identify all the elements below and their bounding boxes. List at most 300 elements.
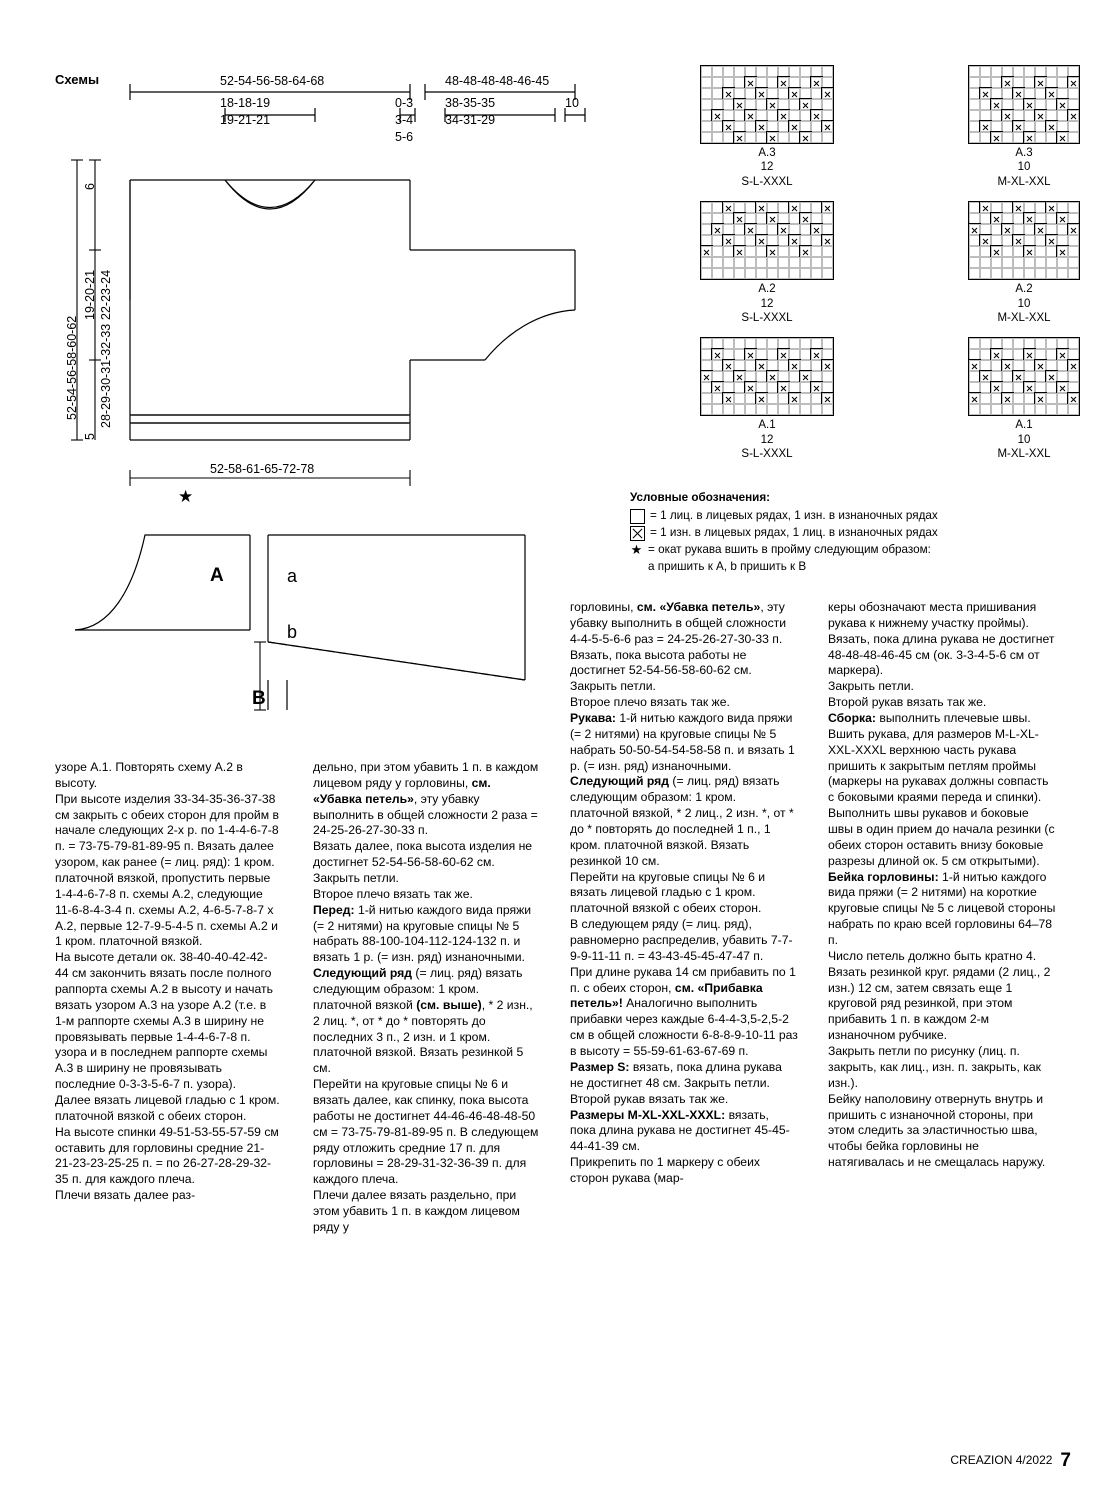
chart-cell — [734, 404, 745, 415]
chart-sizes: S-L-XXXL — [741, 311, 793, 324]
chart-cell — [1035, 132, 1046, 143]
chart-cell — [822, 246, 833, 257]
chart-cell — [767, 349, 778, 360]
chart-cell — [1068, 224, 1079, 235]
chart-cell — [1046, 77, 1057, 88]
chart-cell — [991, 338, 1002, 349]
chart-cell — [745, 382, 756, 393]
chart-cell — [723, 393, 734, 404]
chart-cell — [756, 110, 767, 121]
text-run-bold: см. «Прибавка петель»! — [570, 980, 763, 1011]
chart-cell — [991, 132, 1002, 143]
chart-cell — [1057, 110, 1068, 121]
chart-cell — [969, 224, 980, 235]
chart-cell — [1002, 338, 1013, 349]
chart-cell — [778, 338, 789, 349]
chart-cell — [800, 371, 811, 382]
chart-cell — [778, 371, 789, 382]
chart-cell — [745, 235, 756, 246]
chart-cell — [969, 110, 980, 121]
chart-cell — [734, 235, 745, 246]
chart-cell — [1002, 77, 1013, 88]
chart-cell — [1013, 246, 1024, 257]
chart-cell — [1024, 77, 1035, 88]
chart-cell — [811, 66, 822, 77]
chart-cell — [734, 393, 745, 404]
chart-grid — [968, 337, 1080, 416]
chart-cell — [1046, 246, 1057, 257]
paragraph — [313, 760, 541, 839]
chart-cell — [789, 224, 800, 235]
chart-cell — [811, 224, 822, 235]
chart-cell — [745, 66, 756, 77]
paragraph: Далее вязать лицевой гладью с 1 кром. платочной вязкой с обеих сторон. — [55, 1093, 280, 1123]
chart-cell — [767, 338, 778, 349]
chart-cell — [800, 66, 811, 77]
chart-cell — [712, 268, 723, 279]
chart-cell — [1013, 77, 1024, 88]
chart-cell — [701, 360, 712, 371]
chart-cell — [811, 121, 822, 132]
chart-cell — [756, 77, 767, 88]
chart-cell — [723, 66, 734, 77]
chart-cell — [991, 246, 1002, 257]
chart-cell — [1057, 121, 1068, 132]
chart-cell — [756, 349, 767, 360]
sleeve-label-B: B — [252, 688, 266, 709]
chart-cell — [756, 338, 767, 349]
chart-cell — [701, 257, 712, 268]
text-column-4 — [828, 600, 1056, 1171]
chart-cell — [1013, 99, 1024, 110]
dim-bottom-width: 52-58-61-65-72-78 — [210, 462, 315, 476]
chart-cell — [811, 213, 822, 224]
chart-cell — [734, 202, 745, 213]
chart-cell — [822, 132, 833, 143]
dim-total-length: 52-54-56-58-60-62 — [65, 315, 79, 420]
chart-cell — [789, 360, 800, 371]
chart-cell — [701, 382, 712, 393]
paragraph: Второй рукав вязать так же. — [828, 695, 987, 710]
issue-label: CREAZION 4/2022 — [950, 1453, 1053, 1467]
chart-cell — [991, 371, 1002, 382]
chart-cell — [980, 99, 991, 110]
chart-cell — [1035, 121, 1046, 132]
chart-cell — [822, 371, 833, 382]
chart-cell — [969, 99, 980, 110]
chart-cell — [778, 404, 789, 415]
chart-cell — [991, 66, 1002, 77]
chart-cell — [1024, 268, 1035, 279]
text-run-bold: Размеры M-XL-XXL-XXXL: — [570, 1107, 726, 1122]
chart-cell — [1002, 404, 1013, 415]
chart-cell — [800, 121, 811, 132]
chart-cell — [1046, 202, 1057, 213]
paragraph: Бейку наполовину отвернуть внутрь и пришить с изнаночной стороны, при этом следить за эластичностью шва, чтобы бейка горловины не натягивалась и не смещалась наружу. — [828, 1091, 1046, 1170]
text-run-bold: Сборка: — [828, 711, 876, 726]
dim-armhole-2: 22-23-24 — [99, 269, 113, 320]
chart-cell — [778, 66, 789, 77]
chart-cell — [980, 132, 991, 143]
chart-cell — [1068, 132, 1079, 143]
chart-cell — [800, 393, 811, 404]
chart-cell — [980, 88, 991, 99]
chart-cell — [723, 371, 734, 382]
text-run-bold: Размер S: — [570, 1059, 630, 1074]
chart-cell — [822, 404, 833, 415]
chart-cell — [778, 88, 789, 99]
chart-cell — [745, 99, 756, 110]
legend-text: = 1 лиц. в лицевых рядах, 1 изн. в изнаночных рядах — [650, 508, 938, 522]
chart-cell — [1024, 338, 1035, 349]
text-run: 1-й нитью каждого вида пряжи (= 2 нитями) на круговые спицы № 5 набрать 88-100-104-112-124-132 п. и вязать 1 р. (= изн. ряд) изнаночными. — [313, 902, 532, 965]
chart-cell — [1002, 132, 1013, 143]
chart-cell — [1013, 268, 1024, 279]
paragraph: Прикрепить по 1 маркеру с обеих сторон рукава (мар- — [570, 1155, 760, 1185]
legend-line-sleeve-cont: а пришить к A, b пришить к B — [648, 559, 807, 573]
chart-cell — [1013, 371, 1024, 382]
chart-cell — [980, 66, 991, 77]
chart-stitches: 12 — [760, 297, 774, 310]
chart-cell — [734, 360, 745, 371]
chart-cell — [734, 382, 745, 393]
chart-cell — [712, 338, 723, 349]
chart-cell — [1024, 257, 1035, 268]
chart-cell — [800, 404, 811, 415]
chart-cell — [734, 88, 745, 99]
chart-cell — [745, 110, 756, 121]
chart-cell — [723, 99, 734, 110]
paragraph — [570, 600, 798, 648]
chart-cell — [1068, 66, 1079, 77]
chart-cell — [756, 268, 767, 279]
chart-cell — [712, 132, 723, 143]
chart-cell — [767, 257, 778, 268]
chart-cell — [712, 77, 723, 88]
paragraph — [570, 774, 798, 869]
dim-armhole-1: 19-20-21 — [83, 269, 97, 320]
paragraph: Закрыть петли. — [570, 679, 656, 694]
legend-line-knit — [630, 508, 1090, 524]
chart-cell — [712, 371, 723, 382]
chart-cell — [745, 404, 756, 415]
chart-cell — [969, 393, 980, 404]
chart-cell — [1024, 66, 1035, 77]
chart-cell — [980, 110, 991, 121]
schemes-title: Схемы — [55, 72, 100, 87]
chart-cell — [756, 132, 767, 143]
chart-cell — [712, 360, 723, 371]
chart-cell — [1068, 371, 1079, 382]
chart-cell — [822, 99, 833, 110]
chart-cell — [723, 88, 734, 99]
chart-cell — [980, 338, 991, 349]
chart-cell — [800, 338, 811, 349]
chart-stitches: 12 — [760, 161, 774, 174]
paragraph: Закрыть петли. — [313, 871, 399, 886]
chart-cell — [811, 393, 822, 404]
chart-cell — [734, 371, 745, 382]
chart-cell — [1002, 393, 1013, 404]
chart-cell — [745, 213, 756, 224]
chart-cell — [811, 88, 822, 99]
chart-cell — [1002, 110, 1013, 121]
chart-cell — [734, 66, 745, 77]
chart-cell — [734, 349, 745, 360]
sleeve-label-b: b — [287, 622, 298, 642]
chart-cell — [1057, 268, 1068, 279]
chart-cell — [1068, 77, 1079, 88]
chart-cell — [811, 338, 822, 349]
chart-cell — [811, 371, 822, 382]
chart-cell — [1035, 235, 1046, 246]
chart-cell — [1013, 360, 1024, 371]
chart-cell — [1068, 99, 1079, 110]
text-run: (= лиц. ряд) вязать следующим образом: 1 кром. платочной вязкой — [313, 966, 523, 1012]
chart-cell — [723, 382, 734, 393]
chart-grid — [700, 65, 834, 144]
chart-cell — [1057, 338, 1068, 349]
chart-cell — [767, 382, 778, 393]
chart-cell — [701, 224, 712, 235]
chart-cell — [1024, 132, 1035, 143]
chart-cell — [1024, 224, 1035, 235]
chart-cell — [789, 382, 800, 393]
paragraph — [828, 711, 1056, 806]
chart-cell — [822, 349, 833, 360]
chart-cell — [723, 213, 734, 224]
chart-cell — [1002, 246, 1013, 257]
chart-caption — [968, 282, 1080, 325]
paragraph — [570, 1108, 798, 1156]
chart-cell — [1035, 110, 1046, 121]
chart-name: A.3 — [758, 147, 776, 159]
chart-cell — [1024, 213, 1035, 224]
chart-cell — [1013, 235, 1024, 246]
chart-cell — [1046, 382, 1057, 393]
star-icon: ★ — [630, 541, 643, 557]
chart-cell — [712, 404, 723, 415]
paragraph — [828, 870, 1056, 949]
chart-cell — [734, 132, 745, 143]
chart-cell — [767, 246, 778, 257]
chart-cell — [789, 88, 800, 99]
legend-title: Условные обозначения: — [630, 491, 771, 504]
chart-cell — [1013, 257, 1024, 268]
chart-cell — [811, 268, 822, 279]
chart-cell — [980, 349, 991, 360]
legend — [630, 490, 1090, 574]
chart-grid — [968, 65, 1080, 144]
chart-cell — [1035, 360, 1046, 371]
chart-cell — [701, 371, 712, 382]
text-run: вязать, пока длина рукава не достигнет 45-45-44-41-39 см. — [570, 1107, 790, 1154]
chart-cell — [800, 110, 811, 121]
chart-cell — [969, 235, 980, 246]
dim-shoulder-1: 3-4 — [395, 113, 414, 127]
chart-cell — [701, 132, 712, 143]
text-column-3 — [570, 600, 798, 1187]
chart-sizes: M-XL-XXL — [997, 175, 1051, 188]
chart-cell — [1024, 393, 1035, 404]
legend-text: = окат рукава вшить в пройму следующим образом: — [648, 542, 931, 556]
chart-cell — [1024, 99, 1035, 110]
sleeve-cap-svg — [55, 500, 615, 740]
paragraph: Плечи вязать далее раз- — [55, 1188, 196, 1203]
chart-cell — [778, 349, 789, 360]
chart-cell — [745, 371, 756, 382]
chart-cell — [734, 213, 745, 224]
chart-cell — [767, 268, 778, 279]
chart-cell — [778, 99, 789, 110]
chart-cell — [822, 235, 833, 246]
chart-cell — [1035, 257, 1046, 268]
chart-cell — [1057, 66, 1068, 77]
chart-cell — [1057, 393, 1068, 404]
chart-cell — [1013, 121, 1024, 132]
paragraph: Закрыть петли. — [828, 679, 914, 694]
paragraph: Вязать, пока высота работы не достигнет 52-54-56-58-60-62 см. — [570, 647, 752, 678]
paragraph — [570, 965, 798, 1060]
chart-cell — [701, 110, 712, 121]
text-run-bold: Следующий ряд — [570, 774, 670, 789]
chart-cell — [712, 224, 723, 235]
chart-cell — [1057, 404, 1068, 415]
chart-cell — [1035, 202, 1046, 213]
chart-cell — [789, 371, 800, 382]
chart-cell — [1002, 349, 1013, 360]
chart-cell — [1024, 235, 1035, 246]
chart-cell — [734, 77, 745, 88]
chart-cell — [701, 393, 712, 404]
paragraph: Перейти на круговые спицы № 6 и вязать далее, как спинку, пока высота работы не достигнет 44-46-46-48-48-50 см = 73-75-79-81-89-95 п. В следующем ряду отложить средние 17 п. для горловины = 28-29-31-32-36-39 п. для каждого плеча. — [313, 1077, 539, 1187]
sleeve-cap-schematic — [55, 487, 615, 740]
chart-cell — [1068, 213, 1079, 224]
chart-cell — [723, 77, 734, 88]
chart-cell — [1068, 268, 1079, 279]
chart-cell — [767, 371, 778, 382]
chart-cell — [1068, 257, 1079, 268]
paragraph: Вязать далее, пока высота изделия не достигнет 52-54-56-58-60-62 см. — [313, 839, 533, 870]
chart-cell — [822, 110, 833, 121]
chart-cell — [789, 338, 800, 349]
chart-cell — [712, 110, 723, 121]
chart-cell — [822, 382, 833, 393]
chart-cell — [822, 268, 833, 279]
chart-cell — [1013, 393, 1024, 404]
chart-cell — [1013, 338, 1024, 349]
chart-cell — [822, 66, 833, 77]
chart-a3-right — [968, 65, 1080, 189]
chart-cell — [1068, 404, 1079, 415]
chart-cell — [1035, 246, 1046, 257]
chart-cell — [789, 99, 800, 110]
chart-cell — [756, 213, 767, 224]
chart-cell — [712, 88, 723, 99]
chart-cell — [969, 382, 980, 393]
chart-cell — [745, 132, 756, 143]
chart-cell — [991, 382, 1002, 393]
chart-cell — [980, 393, 991, 404]
chart-cell — [1046, 88, 1057, 99]
chart-cell — [712, 257, 723, 268]
chart-cell — [1057, 371, 1068, 382]
chart-cell — [991, 404, 1002, 415]
chart-cell — [1035, 338, 1046, 349]
paragraph — [570, 711, 798, 774]
chart-cell — [969, 77, 980, 88]
chart-cell — [1013, 110, 1024, 121]
chart-cell — [1068, 202, 1079, 213]
chart-cell — [811, 349, 822, 360]
text-run: 1-й нитью каждого вида пряжи (= 2 нитями) на короткие круговые спицы № 5 с лицевой стороны набрать по краю всей горловины 64–78 п. — [828, 869, 1056, 948]
chart-cell — [1024, 88, 1035, 99]
chart-cell — [1035, 224, 1046, 235]
chart-cell — [712, 99, 723, 110]
paragraph: В следующем ряду (= лиц. ряд), равномерно распределив, убавить 7-7-9-9-11-11 п. = 43-43-45-45-47-47 п. — [570, 917, 793, 963]
chart-cell — [1035, 382, 1046, 393]
chart-cell — [991, 257, 1002, 268]
chart-cell — [701, 349, 712, 360]
chart-cell — [712, 349, 723, 360]
chart-cell — [1035, 393, 1046, 404]
chart-cell — [1002, 382, 1013, 393]
chart-cell — [745, 88, 756, 99]
chart-cell — [1068, 235, 1079, 246]
chart-cell — [811, 235, 822, 246]
chart-cell — [991, 349, 1002, 360]
chart-cell — [980, 371, 991, 382]
chart-cell — [723, 132, 734, 143]
dim-neck-b: 19-21-21 — [220, 113, 271, 127]
dim-hem: 5 — [83, 433, 97, 440]
chart-cell — [811, 257, 822, 268]
chart-cell — [822, 224, 833, 235]
chart-sizes: S-L-XXXL — [741, 175, 793, 188]
sleeve-label-A: A — [210, 565, 224, 586]
chart-cell — [969, 338, 980, 349]
chart-cell — [789, 257, 800, 268]
chart-cell — [701, 77, 712, 88]
chart-cell — [1035, 349, 1046, 360]
chart-cell — [767, 77, 778, 88]
chart-cell — [1002, 121, 1013, 132]
chart-cell — [800, 77, 811, 88]
chart-cell — [734, 246, 745, 257]
chart-cell — [712, 66, 723, 77]
dim-sleeve-length-total: 48-48-48-48-46-45 — [445, 74, 550, 88]
chart-cell — [767, 213, 778, 224]
paragraph: Второй рукав вязать так же. — [570, 1091, 729, 1106]
chart-cell — [778, 121, 789, 132]
chart-row-a1 — [700, 337, 1080, 461]
chart-cell — [767, 202, 778, 213]
chart-cell — [778, 393, 789, 404]
chart-cell — [980, 246, 991, 257]
chart-cell — [789, 246, 800, 257]
text-run-bold: см. «Убавка петель» — [313, 775, 491, 806]
chart-cell — [1013, 66, 1024, 77]
chart-cell — [969, 202, 980, 213]
dim-sleeve-a: 38-35-35 — [445, 96, 496, 110]
chart-cell — [701, 338, 712, 349]
chart-cell — [1013, 349, 1024, 360]
chart-cell — [991, 235, 1002, 246]
chart-cell — [1035, 268, 1046, 279]
chart-cell — [1002, 360, 1013, 371]
text-run-bold: (см. выше) — [416, 997, 482, 1012]
chart-cell — [1035, 213, 1046, 224]
